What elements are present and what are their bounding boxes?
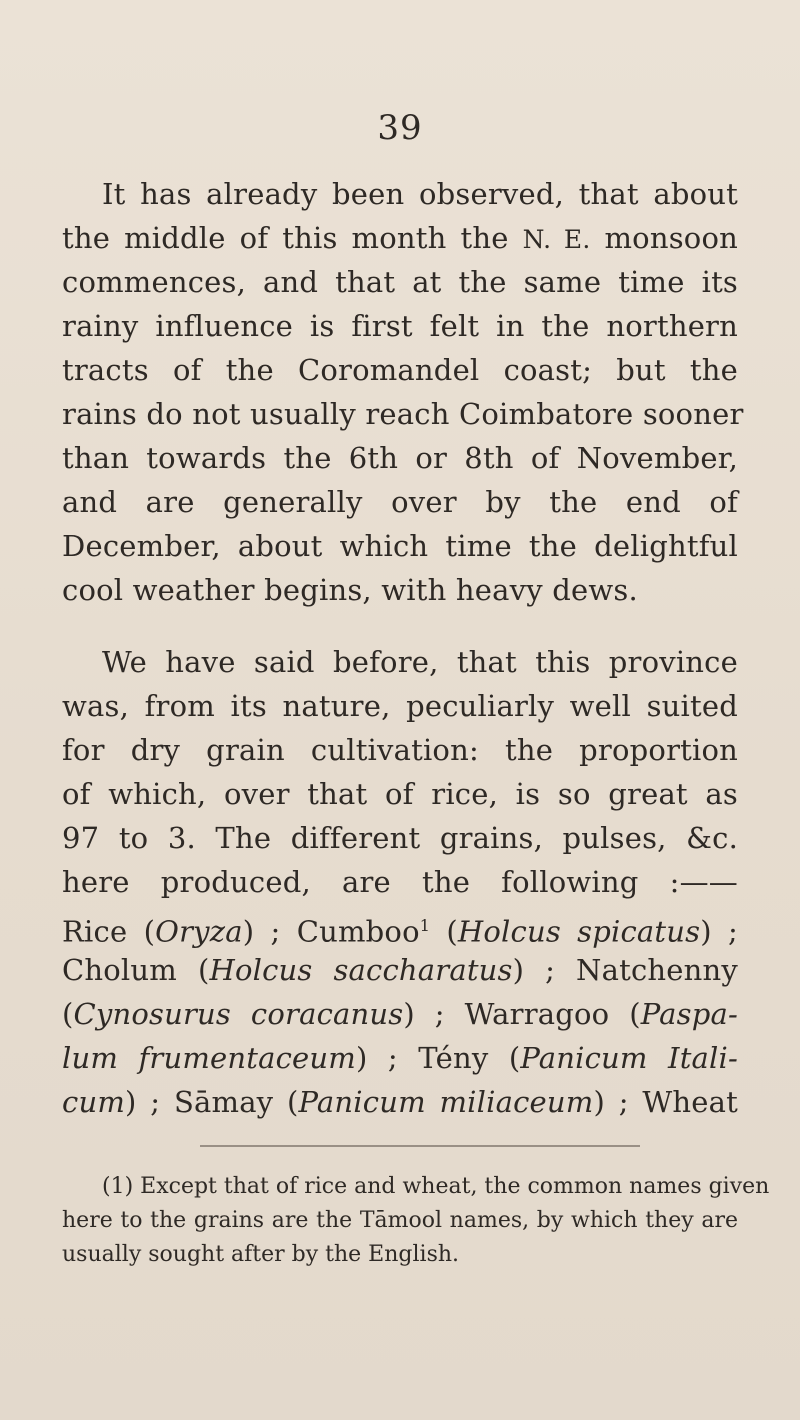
paragraph-2-line: here produced, are the following :—— [62, 865, 738, 899]
paragraph-1-line: than towards the 6th or 8th of November, [62, 441, 738, 475]
paragraph-1-line: tracts of the Coromandel coast; but the [62, 353, 738, 387]
text-fragment: ) ; Wheat [593, 1085, 738, 1119]
text-fragment: ( [62, 997, 74, 1031]
paragraph-1-line: cool weather begins, with heavy dews. [62, 573, 638, 607]
footnote-line: usually sought after by the English. [62, 1242, 460, 1267]
footnote-line: here to the grains are the Tāmool names, by which they are [62, 1208, 738, 1233]
text-fragment: ) ; Cumboo [242, 914, 420, 949]
paragraph-2-line: 97 to 3. The different grains, pulses, &c. [62, 821, 738, 855]
text-fragment: ) ; Sāmay ( [125, 1085, 299, 1119]
text-fragment: the middle of this month the [62, 221, 523, 255]
latin-name: Cynosurus coracanus [73, 997, 404, 1031]
paragraph-1-line: commences, and that at the same time its [62, 265, 738, 299]
text-fragment: ) ; Tény ( [356, 1041, 521, 1075]
footnote-divider [200, 1145, 640, 1147]
footnote-marker: 1 [419, 916, 431, 935]
paragraph-2-line [62, 948, 738, 992]
latin-name: Panicum Itali- [520, 1041, 738, 1075]
text-fragment: ) ; Warragoo ( [403, 997, 641, 1031]
latin-name: lum frumentaceum [62, 1041, 356, 1075]
latin-name: Paspa- [640, 997, 738, 1031]
paragraph-2-line [62, 1080, 738, 1124]
text-fragment: ) ; [700, 914, 738, 949]
text-fragment: ( [430, 914, 458, 949]
paragraph-2-line: of which, over that of rice, is so great as [62, 777, 738, 811]
paragraph-1-line: and are generally over by the end of [62, 485, 738, 519]
paragraph-2-line [62, 904, 738, 954]
paragraph-1-line [62, 216, 738, 262]
paragraph-2-line [62, 1036, 738, 1080]
text-fragment: monsoon [590, 221, 738, 255]
paragraph-1-line: It has already been observed, that about [102, 177, 738, 211]
latin-name: Oryza [155, 914, 243, 949]
latin-name: Holcus spicatus [457, 914, 701, 949]
latin-name: Holcus saccharatus [209, 953, 513, 987]
paragraph-2-line: for dry grain cultivation: the proportion [62, 733, 738, 767]
latin-name: cum [62, 1085, 126, 1119]
paragraph-1-line: December, about which time the delightful [62, 529, 738, 563]
text-fragment: Cholum ( [62, 953, 210, 987]
footnote-line: (1) Except that of rice and wheat, the common names given [102, 1174, 770, 1199]
paragraph-2-line: We have said before, that this province [102, 645, 738, 679]
page-number: 39 [377, 108, 423, 148]
paragraph-1-line: rains do not usually reach Coimbatore sooner [62, 397, 744, 431]
text-fragment: ) ; Natchenny [512, 953, 738, 987]
latin-name: Panicum miliaceum [298, 1085, 594, 1119]
monsoon-abbreviation: N. E. [522, 225, 591, 254]
paragraph-1-line: rainy influence is first felt in the northern [62, 309, 738, 343]
paragraph-2-line [62, 992, 738, 1036]
paragraph-2-line: was, from its nature, peculiarly well suited [62, 689, 738, 723]
text-fragment: Rice ( [62, 914, 156, 949]
